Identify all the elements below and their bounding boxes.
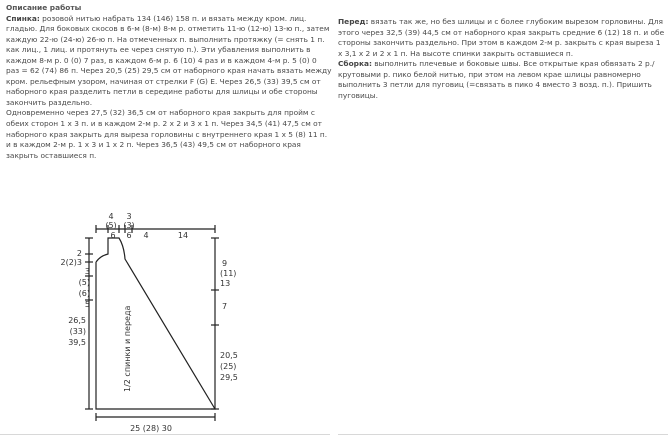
front-text: вязать так же, но без шлицы и с более глубоким вырезом горловины. Для этого через 32,5 (39) 44,5 см от наборного края закрыть средние 6 (12) 18 п. и обе стороны закончить раздельно. При этом в каждом 2-м р. закрыть с края выреза 1 х 3,1 х 2 и 2 х 1 п. На высоте спинки закрыть оставшиеся п. [338,17,665,58]
back-label: Спинка: [6,13,40,23]
dim-left-5: (5) [78,278,90,287]
dim-top-14: 14 [177,231,189,240]
dim-left-6: (6) [78,289,90,298]
dim-left-33: (33) [69,327,86,336]
front-label: Перед: [338,17,369,26]
dim-right-205: 20,5 [220,351,238,360]
dim-top-3b: (3) [123,221,135,230]
dim-right-9: 9 [222,259,228,268]
dim-left-265: 26,5 [68,316,86,325]
page-title: Описание работы [6,3,82,12]
dim-top-4: 4 [108,212,114,221]
dim-left-395: 39,5 [68,338,86,347]
dim-left-223: 2(2)3 [60,258,82,267]
dim-left-2: 2 [76,249,82,258]
dim-top-5: (5) [105,221,117,230]
back-text: розовой нитью набрать 134 (146) 158 п. и вязать между кром. лиц. гладью. Для боковых скосов в 6-м (8-м) 8-м р. отметить 11-ю (12-ю) 13-ю п., затем каждую 22-ю (24-ю) 26-ю п. На отмеченных п. выполнить протяжку (= снять 1 п. как лиц., 1 лиц. и протянуть ее через снятую п.). Эти убавления выполнить в каждом 8-м р. 0 (0) 7 раз, в каждом 6-м р. 6 (10) 4 раз и в каждом 4-м р. 5 (0) 0 раз = 62 (74) 86 п. Через 20,5 (25) 29,5 см от наборного края начать вязать между кром. рельефным узором, начиная от стрелки F (G) E. Через 26,5 (33) 39,5 см от наборного края разделить петли в середине работы для шлицы и обе стороны закончить раздельно. [6,13,332,107]
dim-right-25: (25) [220,362,237,371]
dim-bottom-width: 25 (28) 30 [130,424,172,433]
vertical-garment-label: 1/2 спинки и переда [123,305,132,392]
dim-right-13: 13 [220,279,231,288]
dim-top-3: 3 [126,212,132,221]
dim-top-6b: 6 [126,231,132,240]
dim-right-7: 7 [222,302,228,311]
dim-top-6a: 6 [110,231,116,240]
dim-top-4b: 4 [143,231,149,240]
assembly-label: Сборка: [338,59,372,69]
dim-right-11: (11) [220,269,237,278]
armhole-paragraph: Одновременно через 27,5 (32) 36,5 см от наборного края закрыть для пройм с обеих сторон 1 х 3 п. и в каждом 2-м р. 2 х 2 и 3 х 1 п. Через 34,5 (41) 47,5 см от наборного края закрыть для выреза горловины с внутреннего края 1 х 5 (8) 11 п. и в каждом 2-м р. 1 х 3 и 1 х 2 п. Через 36,5 (43) 49,5 см от наборного края закрыть оставшиеся п. [6,108,328,160]
assembly-text: выполнить плечевые и боковые швы. Все открытые края обвязать 2 р./крутовыми р. пико белой нитью, при этом на левом крае шлицы равномерно выполнить 3 петли для пуговиц (=связать в пико 4 вместо 3 возд. п.). Пришить пуговицы. [338,59,655,100]
dim-right-295: 29,5 [220,373,238,382]
dim-left-3: 3 [84,267,90,276]
dim-left-5b: 5 [84,300,90,309]
